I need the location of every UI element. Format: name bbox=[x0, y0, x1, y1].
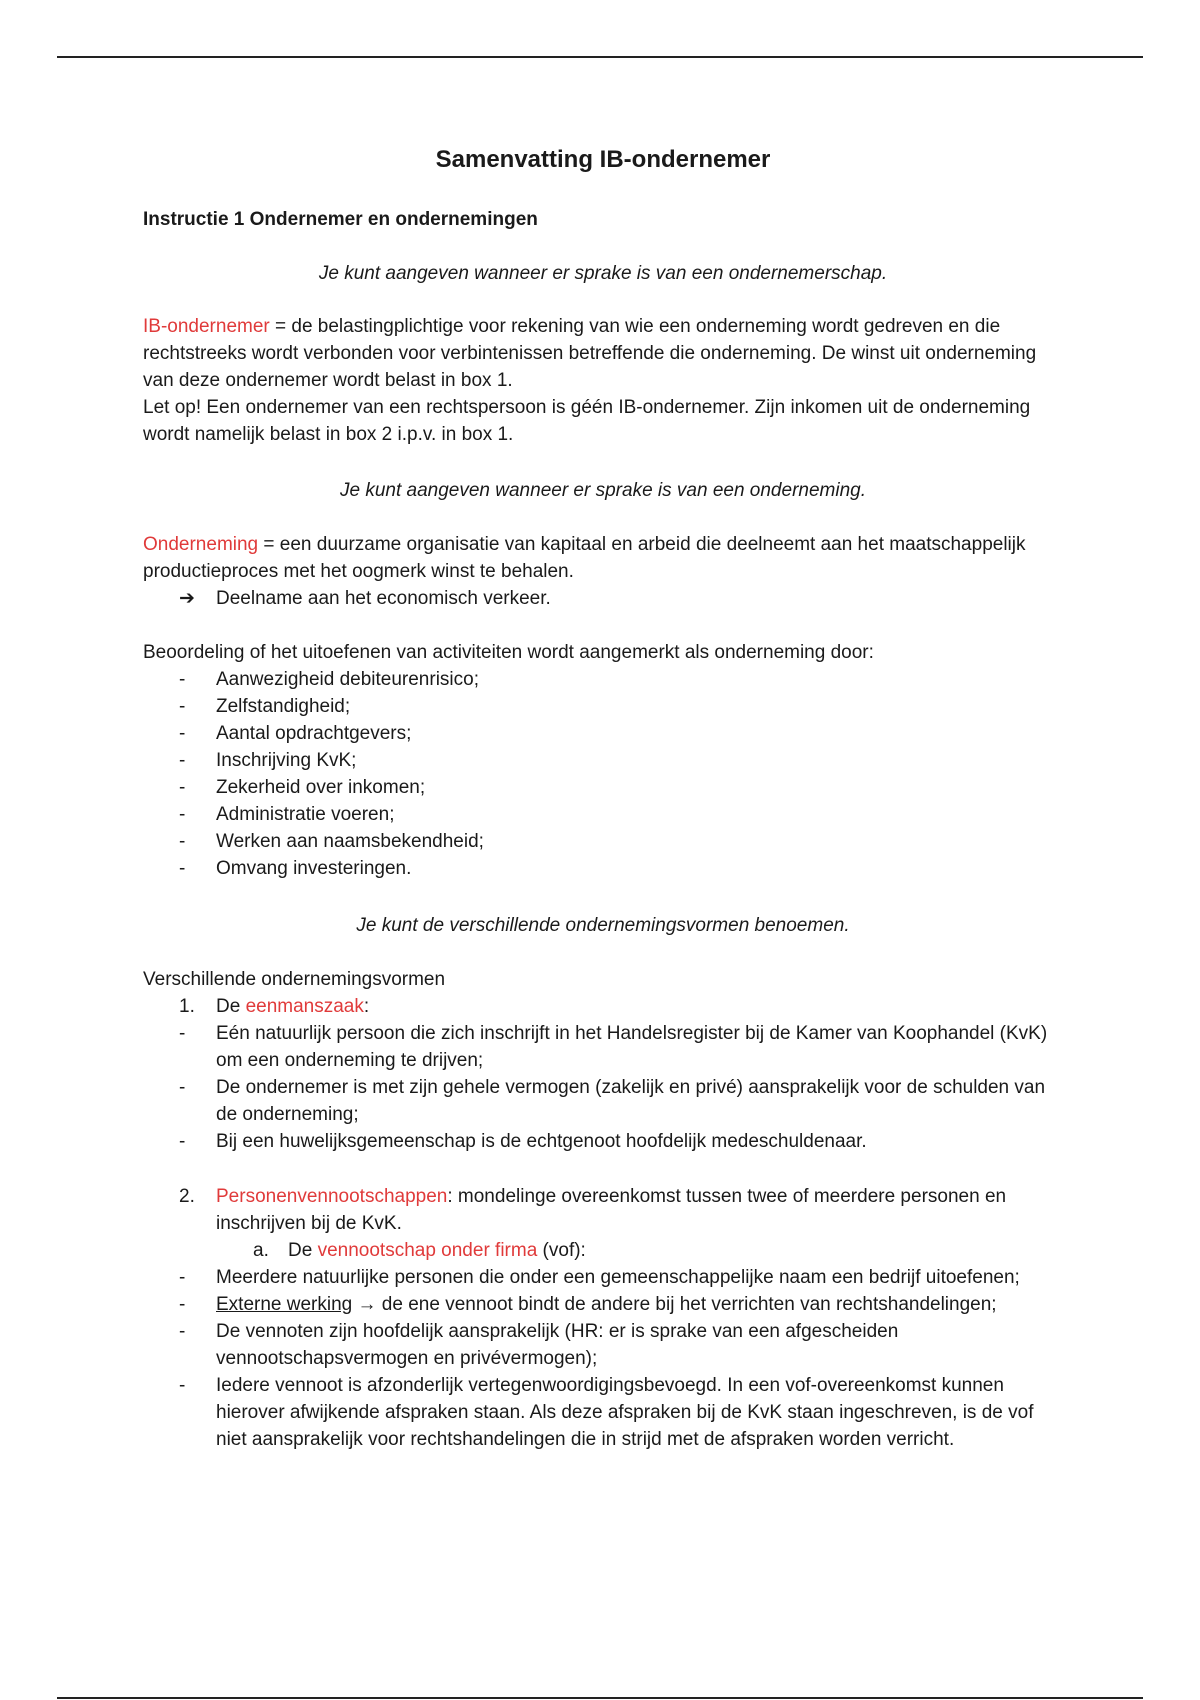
list-item-text: Inschrijving KvK; bbox=[216, 750, 357, 771]
dash-marker: - bbox=[179, 831, 186, 852]
arrow-list bbox=[143, 585, 1063, 612]
dash-marker: - bbox=[179, 1077, 186, 1098]
header-rule bbox=[57, 56, 1143, 58]
item-suffix: (vof): bbox=[537, 1240, 586, 1261]
numbered-item-personenvennootschappen bbox=[143, 1183, 1063, 1237]
term-personenvennootschappen: Personenvennootschappen bbox=[216, 1186, 448, 1207]
letter-marker: a. bbox=[253, 1240, 269, 1261]
forms-list-1 bbox=[143, 993, 1063, 1155]
number-marker: 1. bbox=[179, 996, 195, 1017]
term-ib-ondernemer: IB-ondernemer bbox=[143, 316, 270, 337]
list-item-text: Iedere vennoot is afzonderlijk vertegenwoordigingsbevoegd. In een vof-overeenkomst kunnen hierover afwijkende afspraken staan. Als deze afspraken bij de KvK staan ingeschreven, is de vof niet aansprakelijk voor rechtshandelingen die in strijd met de afspraken worden verricht. bbox=[216, 1375, 1034, 1450]
list-item bbox=[143, 774, 1063, 801]
forms-heading: Verschillende ondernemingsvormen bbox=[143, 969, 446, 990]
list-item-text: Eén natuurlijk persoon die zich inschrijft in het Handelsregister bij de Kamer van Koophandel (KvK) om een onderneming te drijven; bbox=[216, 1023, 1048, 1071]
list-item-text: Aantal opdrachtgevers; bbox=[216, 723, 412, 744]
list-item bbox=[143, 1128, 1063, 1155]
dash-marker: - bbox=[179, 804, 186, 825]
footer-rule bbox=[57, 1697, 1143, 1699]
definition-ib-ondernemer bbox=[143, 313, 1063, 448]
list-item bbox=[143, 1074, 1063, 1128]
dash-marker: - bbox=[179, 723, 186, 744]
dash-marker: - bbox=[179, 669, 186, 690]
list-item-text: Deelname aan het economisch verkeer. bbox=[216, 588, 551, 609]
list-item bbox=[143, 585, 1063, 612]
dash-marker: - bbox=[179, 696, 186, 717]
definition-onderneming bbox=[143, 531, 1063, 585]
dash-marker: - bbox=[179, 1294, 186, 1315]
arrow-right-icon: ➔ bbox=[179, 588, 195, 609]
list-item-text: Omvang investeringen. bbox=[216, 858, 412, 879]
document-title: Samenvatting IB-ondernemer bbox=[435, 146, 771, 173]
list-item bbox=[143, 1372, 1063, 1453]
term-eenmanszaak: eenmanszaak bbox=[245, 996, 364, 1017]
item-prefix: De bbox=[288, 1240, 318, 1261]
dash-marker: - bbox=[179, 777, 186, 798]
dash-marker: - bbox=[179, 858, 186, 879]
list-item bbox=[143, 666, 1063, 693]
item-prefix: De bbox=[216, 996, 246, 1017]
list-item-text: Administratie voeren; bbox=[216, 804, 395, 825]
learning-objective-3: Je kunt de verschillende ondernemingsvormen benoemen. bbox=[356, 915, 850, 936]
note-text: Let op! Een ondernemer van een rechtspersoon is géén IB-ondernemer. Zijn inkomen uit de onderneming wordt namelijk belast in box 2 i.p.v. in box 1. bbox=[143, 397, 1031, 445]
list-item-text: Zekerheid over inkomen; bbox=[216, 777, 426, 798]
criteria-list bbox=[143, 666, 1063, 882]
dash-marker: - bbox=[179, 1375, 186, 1396]
list-item bbox=[143, 855, 1063, 882]
list-item-text: Werken aan naamsbekendheid; bbox=[216, 831, 484, 852]
list-item-text: De ondernemer is met zijn gehele vermogen (zakelijk en privé) aansprakelijk voor de schulden van de onderneming; bbox=[216, 1077, 1046, 1125]
forms-list-2 bbox=[143, 1183, 1063, 1453]
list-item bbox=[143, 1020, 1063, 1074]
dash-marker: - bbox=[179, 750, 186, 771]
sub-item-vof bbox=[143, 1237, 1063, 1264]
dash-marker: - bbox=[179, 1321, 186, 1342]
item-text: : mondelinge overeenkomst tussen twee of meerdere personen en inschrijven bij de KvK. bbox=[216, 1186, 1007, 1234]
numbered-item-eenmanszaak bbox=[143, 993, 1063, 1020]
list-item bbox=[143, 747, 1063, 774]
term-onderneming: Onderneming bbox=[143, 534, 259, 555]
dash-marker: - bbox=[179, 1267, 186, 1288]
list-item-text: De vennoten zijn hoofdelijk aansprakelijk (HR: er is sprake van een afgescheiden vennootschapsvermogen en privévermogen); bbox=[216, 1321, 899, 1369]
term-externe-werking: Externe werking bbox=[216, 1294, 353, 1315]
criteria-intro: Beoordeling of het uitoefenen van activiteiten wordt aangemerkt als onderneming door: bbox=[143, 642, 874, 663]
item-suffix: : bbox=[363, 996, 370, 1017]
list-item bbox=[143, 801, 1063, 828]
number-marker: 2. bbox=[179, 1186, 195, 1207]
list-item-text: Zelfstandigheid; bbox=[216, 696, 351, 717]
list-item bbox=[143, 1318, 1063, 1372]
list-item bbox=[143, 828, 1063, 855]
definition-text: = de belastingplichtige voor rekening van wie een onderneming wordt gedreven en die rechtstreeks wordt verbonden voor verbintenissen betreffende die onderneming. De winst uit onderneming van deze ondernemer wordt belast in box 1. bbox=[143, 316, 1037, 391]
list-item-text: Aanwezigheid debiteurenrisico; bbox=[216, 669, 479, 690]
list-item-text: de ene vennoot bindt de andere bij het verrichten van rechtshandelingen; bbox=[381, 1294, 997, 1315]
list-item bbox=[143, 1291, 1063, 1318]
list-item bbox=[143, 1264, 1063, 1291]
list-item-text: Meerdere natuurlijke personen die onder een gemeenschappelijke naam een bedrijf uitoefenen; bbox=[216, 1267, 1020, 1288]
learning-objective-1: Je kunt aangeven wanneer er sprake is van een ondernemerschap. bbox=[318, 263, 888, 284]
list-item bbox=[143, 720, 1063, 747]
dash-marker: - bbox=[179, 1023, 186, 1044]
term-vof: vennootschap onder firma bbox=[317, 1240, 538, 1261]
dash-marker: - bbox=[179, 1131, 186, 1152]
section-heading: Instructie 1 Ondernemer en ondernemingen bbox=[143, 209, 538, 230]
definition-text: = een duurzame organisatie van kapitaal en arbeid die deelneemt aan het maatschappelijk productieproces met het oogmerk winst te behalen. bbox=[143, 534, 1026, 582]
learning-objective-2: Je kunt aangeven wanneer er sprake is van een onderneming. bbox=[339, 480, 866, 501]
arrow-right-icon: → bbox=[352, 1294, 382, 1315]
list-item bbox=[143, 693, 1063, 720]
list-item-text: Bij een huwelijksgemeenschap is de echtgenoot hoofdelijk medeschuldenaar. bbox=[216, 1131, 867, 1152]
